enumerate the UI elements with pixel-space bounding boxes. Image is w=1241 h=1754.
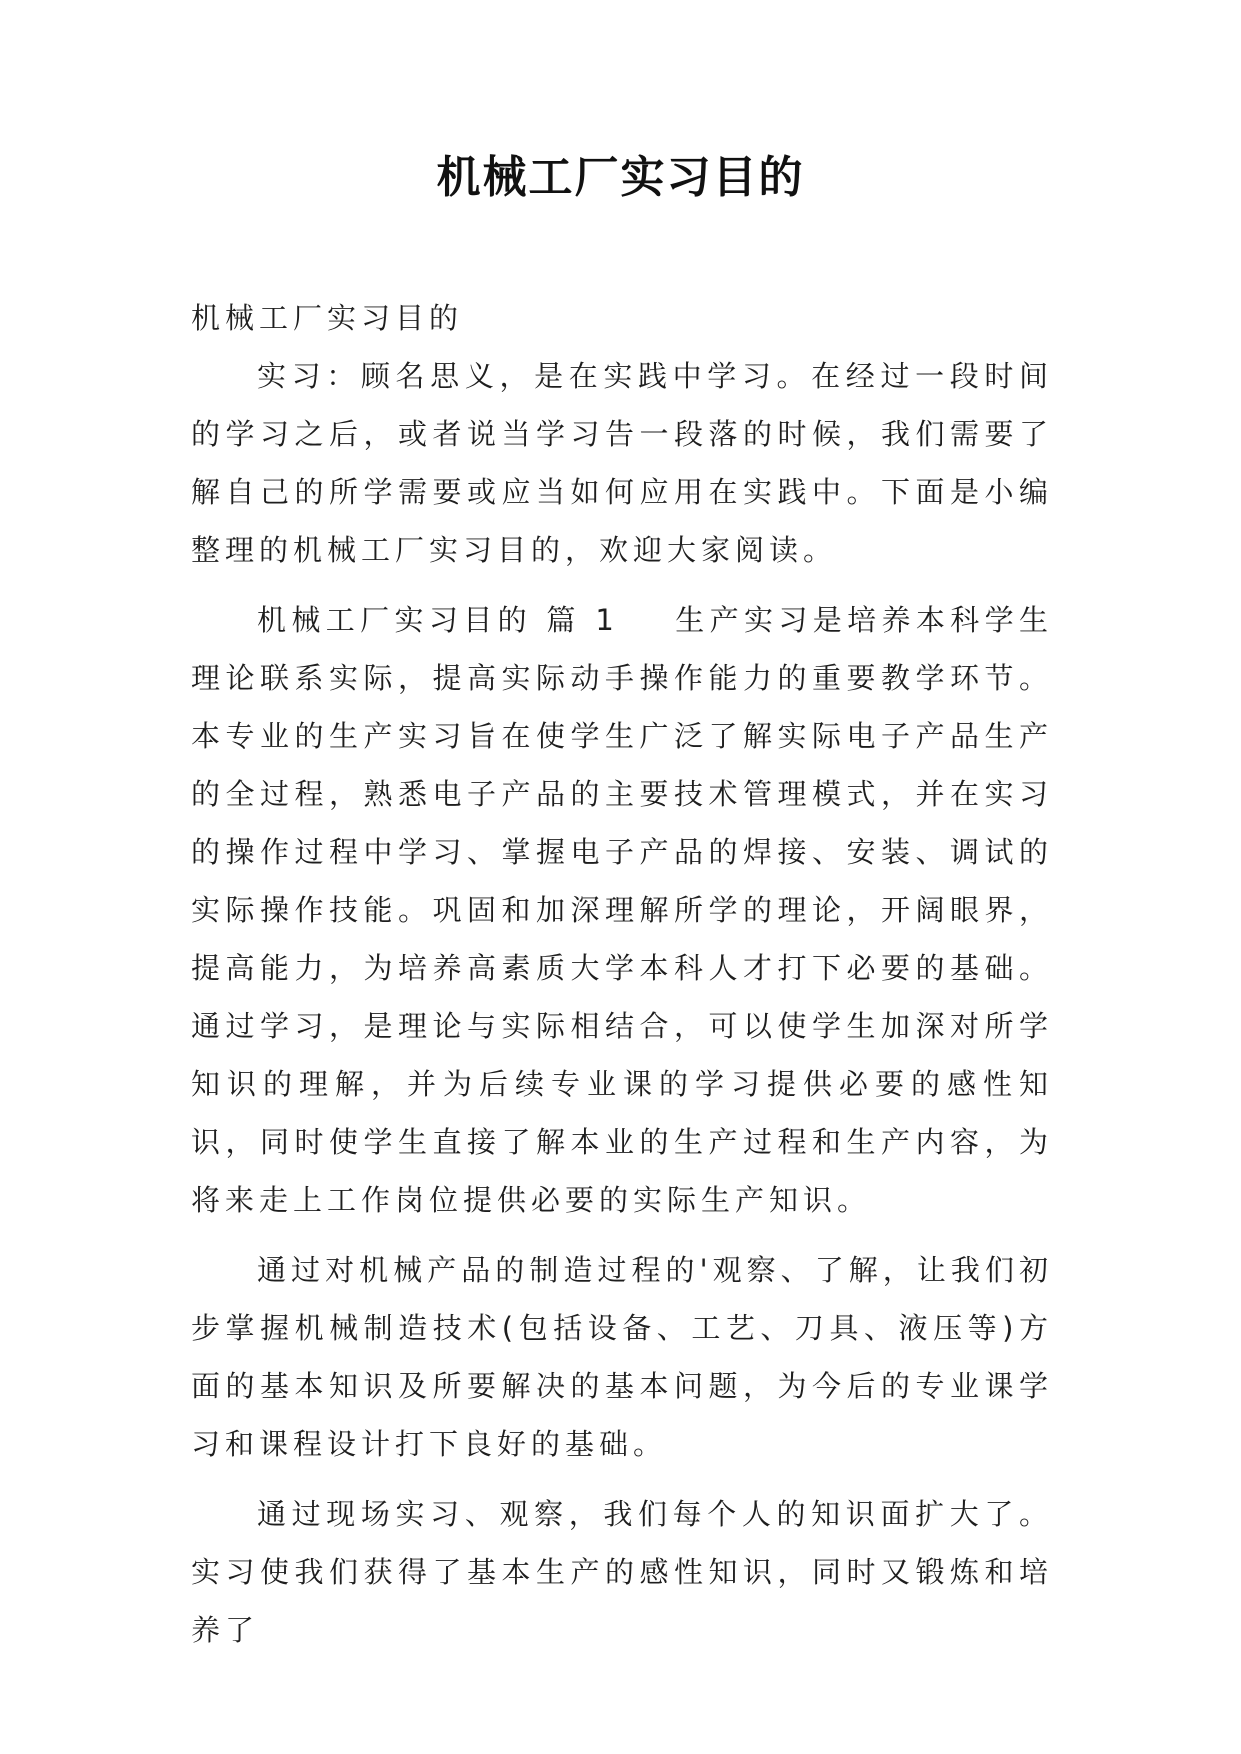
paragraph-intro: 实习：顾名思义，是在实践中学习。在经过一段时间的学习之后，或者说当学习告一段落的时候，我们需要了解自己的所学需要或应当如何应用在实践中。下面是小编整理的机械工厂实习目的，欢迎大家阅读。 <box>191 359 1053 567</box>
paragraph-field-practice: 通过现场实习、观察，我们每个人的知识面扩大了。实习使我们获得了基本生产的感性知识，同时又锻炼和培养了 <box>191 1497 1053 1647</box>
document-body <box>191 289 1053 1659</box>
section-heading: 机械工厂实习目的 <box>257 603 533 637</box>
paragraph-section-1 <box>191 591 1053 1229</box>
subtitle-line: 机械工厂实习目的 <box>191 301 464 335</box>
paragraph-manufacturing: 通过对机械产品的制造过程的'观察、了解，让我们初步掌握机械制造技术(包括设备、工艺、刀具、液压等)方面的基本知识及所要解决的基本问题，为今后的专业课学习和课程设计打下良好的基础。 <box>191 1253 1053 1461</box>
section-label: 篇 1 <box>546 603 619 637</box>
section-1-text: 生产实习是培养本科学生理论联系实际，提高实际动手操作能力的重要教学环节。本专业的生产实习旨在使学生广泛了解实际电子产品生产的全过程，熟悉电子产品的主要技术管理模式，并在实习的操作过程中学习、掌握电子产品的焊接、安装、调试的实际操作技能。巩固和加深理解所学的理论，开阔眼界，提高能力，为培养高素质大学本科人才打下必要的基础。通过学习，是理论与实际相结合，可以使学生加深对所学知识的理解，并为后续专业课的学习提供必要的感性知识，同时使学生直接了解本业的生产过程和生产内容，为将来走上工作岗位提供必要的实际生产知识。 <box>191 603 1053 1217</box>
document-title: 机械工厂实习目的 <box>436 152 805 203</box>
